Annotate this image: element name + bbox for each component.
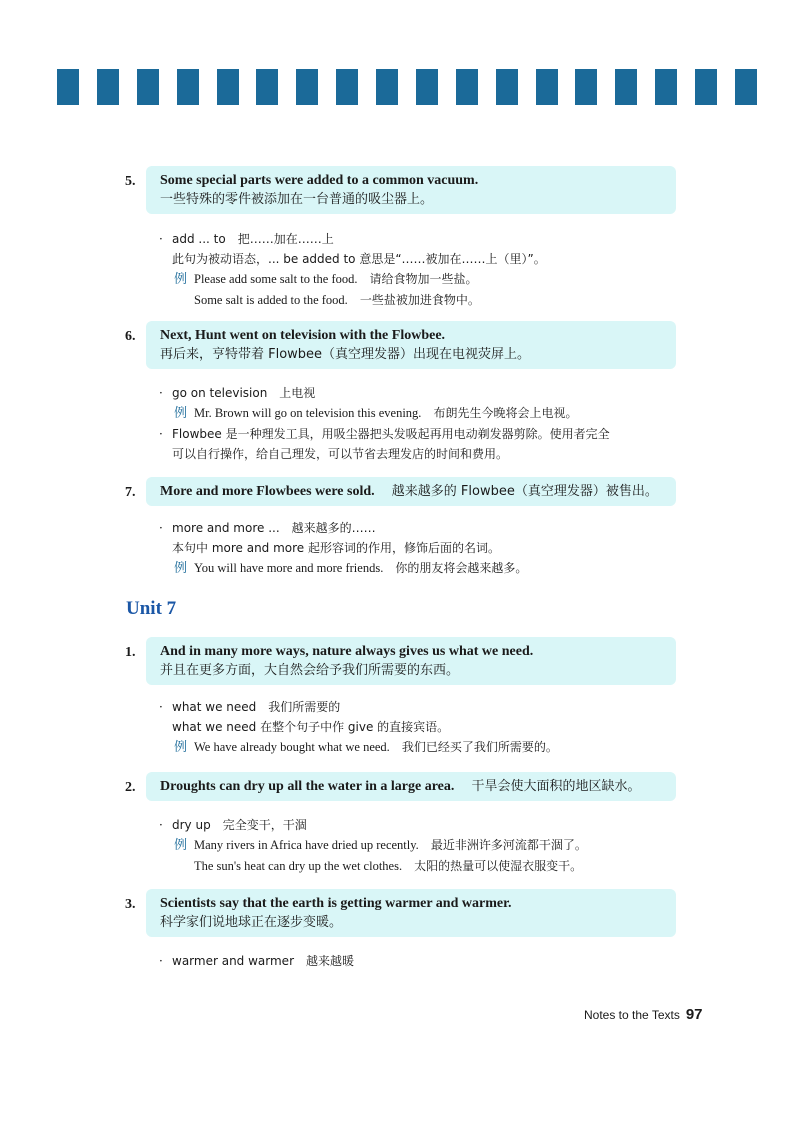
note-text: 本句中 more and more 起形容词的作用，修饰后面的名词。 xyxy=(172,541,501,555)
note-example: 例 Mr. Brown will go on television this evening. 布朗先生今晚将会上电视。 xyxy=(174,406,578,421)
note-bullet: · Flowbee 是一种理发工具，用吸尘器把头发吸起再用电动剃发器剪除。使用者完全 xyxy=(159,427,610,441)
note-text: 可以自行操作，给自己理发，可以节省去理发店的时间和费用。 xyxy=(172,447,509,461)
notes xyxy=(159,383,610,464)
sentence-box xyxy=(146,889,676,937)
footer-label: Notes to the Texts xyxy=(584,1008,680,1022)
item-number: 6. xyxy=(125,329,136,344)
note-example: 例 We have already bought what we need. 我们已经买了我们所需要的。 xyxy=(174,740,558,755)
item-number: 7. xyxy=(125,485,136,500)
note-bullet: · add ... to 把……加在……上 xyxy=(159,232,334,246)
sentence-cn: 科学家们说地球正在逐步变暖。 xyxy=(160,915,343,930)
sentence-en: Scientists say that the earth is getting warmer and warmer. xyxy=(160,896,512,911)
sentence-cn: 一些特殊的零件被添加在一台普通的吸尘器上。 xyxy=(160,192,434,207)
sentence-box xyxy=(146,637,676,685)
note-bullet: · dry up 完全变干，干涸 xyxy=(159,818,307,832)
notes xyxy=(159,951,354,971)
note-bullet: · go on television 上电视 xyxy=(159,386,316,400)
note-bullet: · warmer and warmer 越来越暖 xyxy=(159,954,354,968)
sentence-cn: 越来越多的 Flowbee（真空理发器）被售出。 xyxy=(391,484,658,499)
item-number: 3. xyxy=(125,897,136,912)
sentence-en: Next, Hunt went on television with the Flowbee. xyxy=(160,328,446,343)
page-number: 97 xyxy=(685,1006,703,1023)
note-text: what we need 在整个句子中作 give 的直接宾语。 xyxy=(172,720,450,734)
note-bullet: · what we need 我们所需要的 xyxy=(159,700,341,714)
sentence-box xyxy=(146,772,676,801)
note-bullet: · more and more ... 越来越多的…… xyxy=(159,521,376,535)
notes xyxy=(159,518,527,579)
unit-heading: Unit 7 xyxy=(126,598,177,619)
sentence-cn: 并且在更多方面，大自然会给予我们所需要的东西。 xyxy=(160,663,460,678)
notes xyxy=(159,815,587,876)
sentence-box xyxy=(146,477,676,506)
page-footer xyxy=(584,1006,703,1023)
note-example: 例 Please add some salt to the food. 请给食物加一些盐。 xyxy=(174,272,478,287)
item-number: 5. xyxy=(125,174,136,189)
sentence-en: Droughts can dry up all the water in a large area. xyxy=(160,779,455,794)
decorative-top-bar xyxy=(57,69,757,105)
sentence-box xyxy=(146,321,676,369)
note-example: The sun's heat can dry up the wet clothes. 太阳的热量可以使湿衣服变干。 xyxy=(194,859,583,873)
sentence-en: More and more Flowbees were sold. xyxy=(160,484,375,499)
item-number: 1. xyxy=(125,645,136,660)
note-example: 例 You will have more and more friends. 你的朋友将会越来越多。 xyxy=(174,561,528,576)
sentence-cn: 再后来，亨特带着 Flowbee（真空理发器）出现在电视荧屏上。 xyxy=(160,347,531,362)
sentence-box xyxy=(146,166,676,214)
note-example: 例 Many rivers in Africa have dried up recently. 最近非洲许多河流都干涸了。 xyxy=(174,838,587,853)
sentence-cn: 干旱会使大面积的地区缺水。 xyxy=(471,779,641,794)
sentence-en: And in many more ways, nature always gives us what we need. xyxy=(160,644,534,659)
notes xyxy=(159,229,546,310)
notes xyxy=(159,697,558,758)
note-example: Some salt is added to the food. 一些盐被加进食物中。 xyxy=(194,293,480,307)
note-text: 此句为被动语态，... be added to 意思是“……被加在……上（里）”。 xyxy=(172,252,546,266)
sentence-en: Some special parts were added to a common vacuum. xyxy=(160,173,479,188)
item-number: 2. xyxy=(125,780,136,795)
